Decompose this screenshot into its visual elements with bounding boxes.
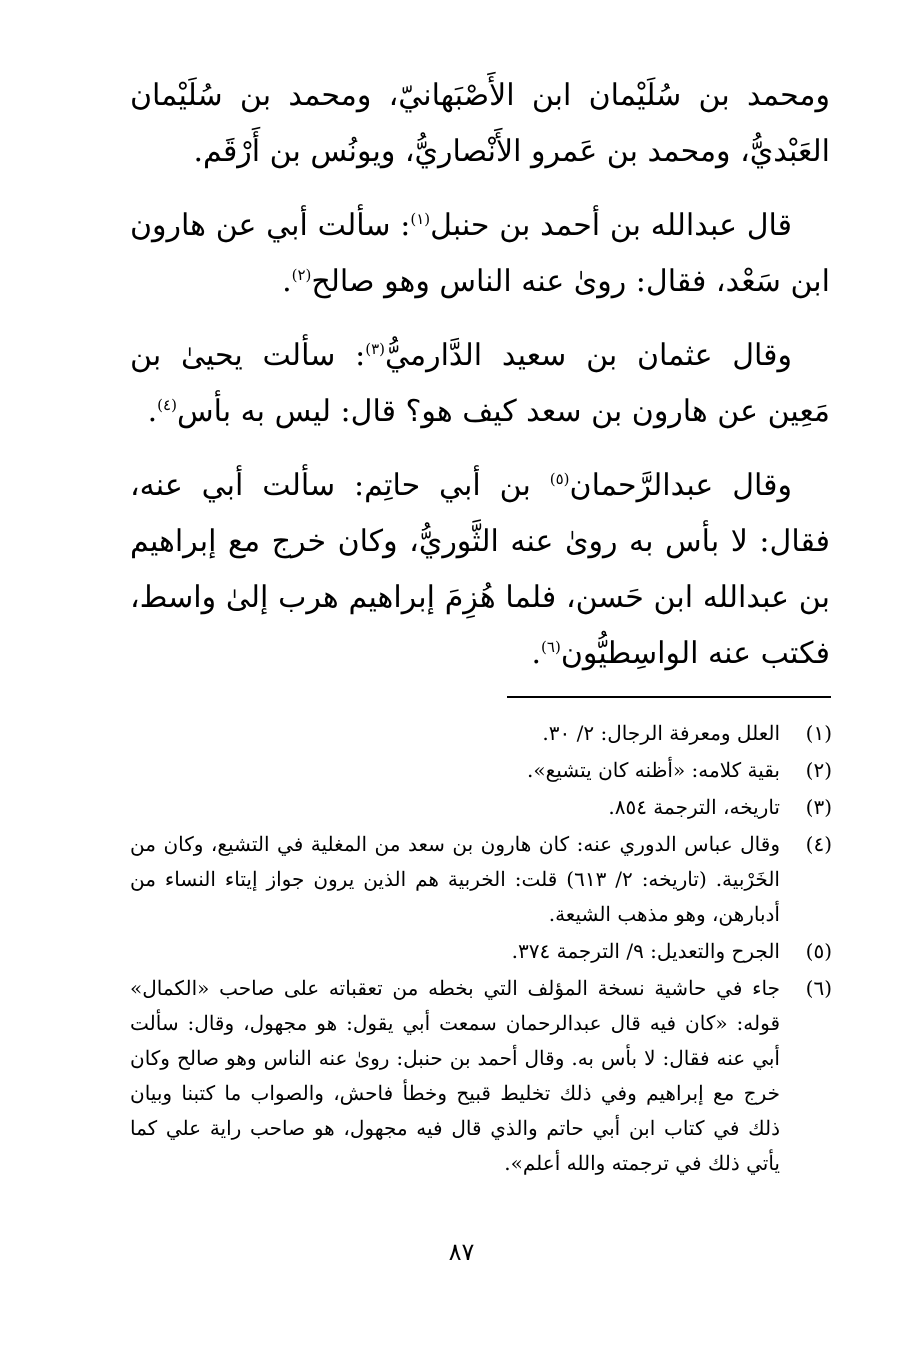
paragraph-3-end: .	[147, 394, 158, 429]
footnote-text: تاريخه، الترجمة ٨٥٤.	[608, 795, 780, 819]
paragraph-1-text: ومحمد بن سُلَيْمان ابن الأَصْبَهانيّ، ومحمد بن سُلَيْمان العَبْديُّ، ومحمد بن عَمرو الأَنْصاريُّ، ويونُس بن أَرْقَم.	[130, 78, 830, 169]
footnote-number: (٦)	[805, 976, 832, 1000]
paragraph-2	[130, 198, 830, 310]
paragraph-1	[130, 68, 830, 180]
paragraph-4	[130, 458, 830, 682]
footnote-number: (١)	[805, 721, 832, 745]
footnote-item	[130, 790, 832, 825]
footnote-number: (٥)	[805, 939, 832, 963]
footnote-ref-3[interactable]: (٣)	[365, 340, 386, 358]
footnote-text: بقية كلامه: «أظنه كان يتشيع».	[527, 758, 780, 782]
paragraph-4-end: .	[531, 636, 542, 671]
footnote-ref-2[interactable]: (٢)	[291, 266, 312, 284]
paragraph-3-text-a: وقال عثمان بن سعيد الدَّارميُّ	[385, 338, 793, 373]
footnote-item	[130, 971, 832, 1181]
footnote-text: جاء في حاشية نسخة المؤلف التي بخطه من تعقباته على صاحب «الكمال» قوله: «كان فيه قال عبدالرحمان سمعت أبي يقول: هو مجهول، وقال: سألت أبي عنه فقال: لا بأس به. وقال أحمد بن حنبل: روىٰ عنه الناس وهو صالح وكان خرج مع إبراهيم وفي ذلك تخليط قبيح وخطأ فاحش، والصواب ما كتبنا وبيان ذلك في كتاب ابن أبي حاتم والذي قال فيه مجهول، هو صاحب راية علي كما يأتي ذلك في ترجمته والله أعلم».	[130, 976, 781, 1175]
footnote-separator	[507, 696, 831, 698]
paragraph-2-end: .	[282, 264, 292, 299]
footnote-item	[130, 716, 832, 751]
footnotes	[130, 716, 832, 1183]
footnote-text: وقال عباس الدوري عنه: كان هارون بن سعد من المغلية في التشيع، وكان من الخَرْبية. (تاريخه: ٢/ ٦١٣) قلت: الخربية هم الذين يرون جواز إيتاء النساء من أدبارهن، وهو مذهب الشيعة.	[130, 832, 780, 926]
paragraph-3-text-b: : سألت يحيىٰ بن مَعِين عن هارون بن سعد كيف هو؟ قال: ليس به بأس	[130, 338, 830, 429]
footnote-ref-5[interactable]: (٥)	[549, 470, 570, 488]
footnote-text: العلل ومعرفة الرجال: ٢/ ٣٠.	[542, 721, 780, 745]
footnote-item	[130, 753, 832, 788]
footnote-number: (٣)	[805, 795, 832, 819]
footnote-text: الجرح والتعديل: ٩/ الترجمة ٣٧٤.	[511, 939, 780, 963]
footnote-number: (٤)	[805, 832, 832, 856]
footnote-ref-4[interactable]: (٤)	[157, 396, 177, 414]
footnote-number: (٢)	[805, 758, 832, 782]
paragraph-4-text-b: بن أبي حاتِم: سألت أبي عنه، فقال: لا بأس به روىٰ عنه الثَّوريُّ، وكان خرج مع إبراهيم بن عبدالله ابن حَسن، فلما هُزِمَ إبراهيم هرب إلىٰ واسط، فكتب عنه الواسِطيُّون	[130, 468, 830, 671]
footnote-ref-6[interactable]: (٦)	[541, 638, 561, 656]
footnote-item	[130, 934, 832, 969]
paragraph-3	[130, 328, 830, 440]
paragraph-2-text-a: قال عبدالله بن أحمد بن حنبل	[430, 208, 792, 243]
page-number: ٨٧	[448, 1238, 475, 1266]
paragraph-4-text-a: وقال عبدالرَّحمان	[569, 468, 792, 503]
footnote-item	[130, 827, 832, 932]
main-text	[130, 68, 830, 700]
footnote-ref-1[interactable]: (١)	[410, 210, 431, 228]
paragraph-2-text-b: : سألت أبي عن هارون ابن سَعْد، فقال: روىٰ عنه الناس وهو صالح	[130, 208, 830, 299]
